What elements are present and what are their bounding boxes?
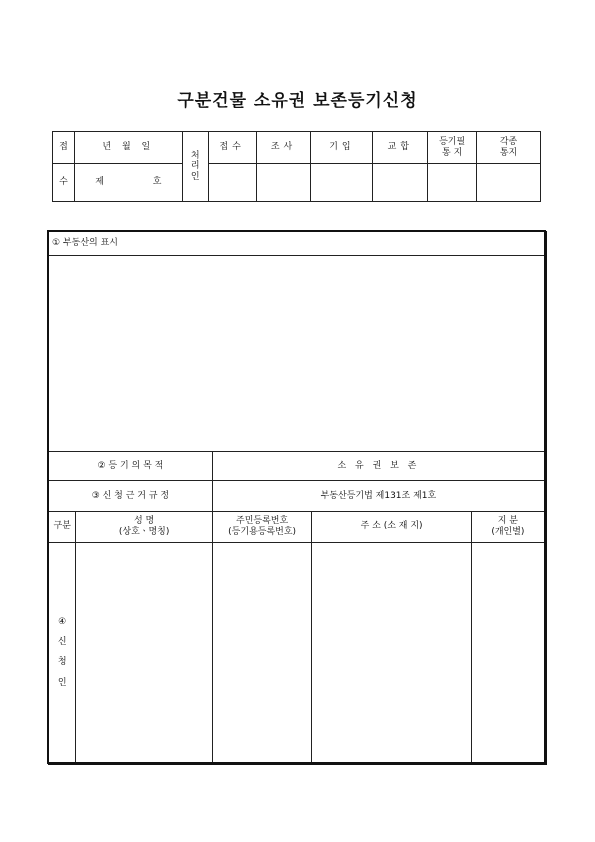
- property-label: ① 부동산의 표시: [48, 231, 545, 255]
- cell-inspection[interactable]: [256, 164, 311, 202]
- purpose-value[interactable]: 소 유 권 보 존: [212, 452, 545, 481]
- property-description-field[interactable]: [48, 255, 545, 452]
- col-name-header: 성 명 (상호ㆍ명칭): [76, 511, 212, 542]
- applicant-share-field[interactable]: [471, 542, 545, 763]
- col-inspection: 조사: [256, 132, 311, 164]
- receipt-label-top: 접: [53, 132, 75, 164]
- applicant-id-field[interactable]: [212, 542, 312, 763]
- col-various-notice: 각종 통지: [477, 132, 541, 164]
- cell-verify[interactable]: [373, 164, 428, 202]
- col-share-header: 지 분 (개인별): [471, 511, 545, 542]
- basis-value[interactable]: 부동산등기법 제131조 제1호: [212, 481, 545, 511]
- applicant-side-label: ④ 신 청 인: [48, 542, 76, 763]
- col-address-header: 주 소 (소 재 지): [312, 511, 471, 542]
- cell-receipt[interactable]: [208, 164, 256, 202]
- receipt-table: [52, 131, 541, 202]
- cell-registration-notice[interactable]: [428, 164, 477, 202]
- receipt-label-bottom: 수: [53, 164, 75, 202]
- number-label: 제 호: [74, 164, 182, 202]
- col-verify: 교합: [373, 132, 428, 164]
- purpose-label: ② 등 기 의 목 적: [48, 452, 212, 481]
- col-registration-notice: 등기필 통 지: [428, 132, 477, 164]
- basis-label: ③ 신 청 근 거 규 정: [48, 481, 212, 511]
- page-title: 구분건물 소유권 보존등기신청: [177, 91, 418, 111]
- applicant-name-field[interactable]: [76, 542, 212, 763]
- col-id-header: 주민등록번호 (등기용등록번호): [212, 511, 312, 542]
- col-receipt: 접수: [208, 132, 256, 164]
- cell-various-notice[interactable]: [477, 164, 541, 202]
- application-table: [47, 230, 546, 764]
- process-label: 처 리 인: [182, 132, 208, 202]
- cell-entry[interactable]: [311, 164, 373, 202]
- applicant-address-field[interactable]: [312, 542, 471, 763]
- col-type-header: 구분: [48, 511, 76, 542]
- col-entry: 기입: [311, 132, 373, 164]
- date-label: 년 월 일: [74, 132, 182, 164]
